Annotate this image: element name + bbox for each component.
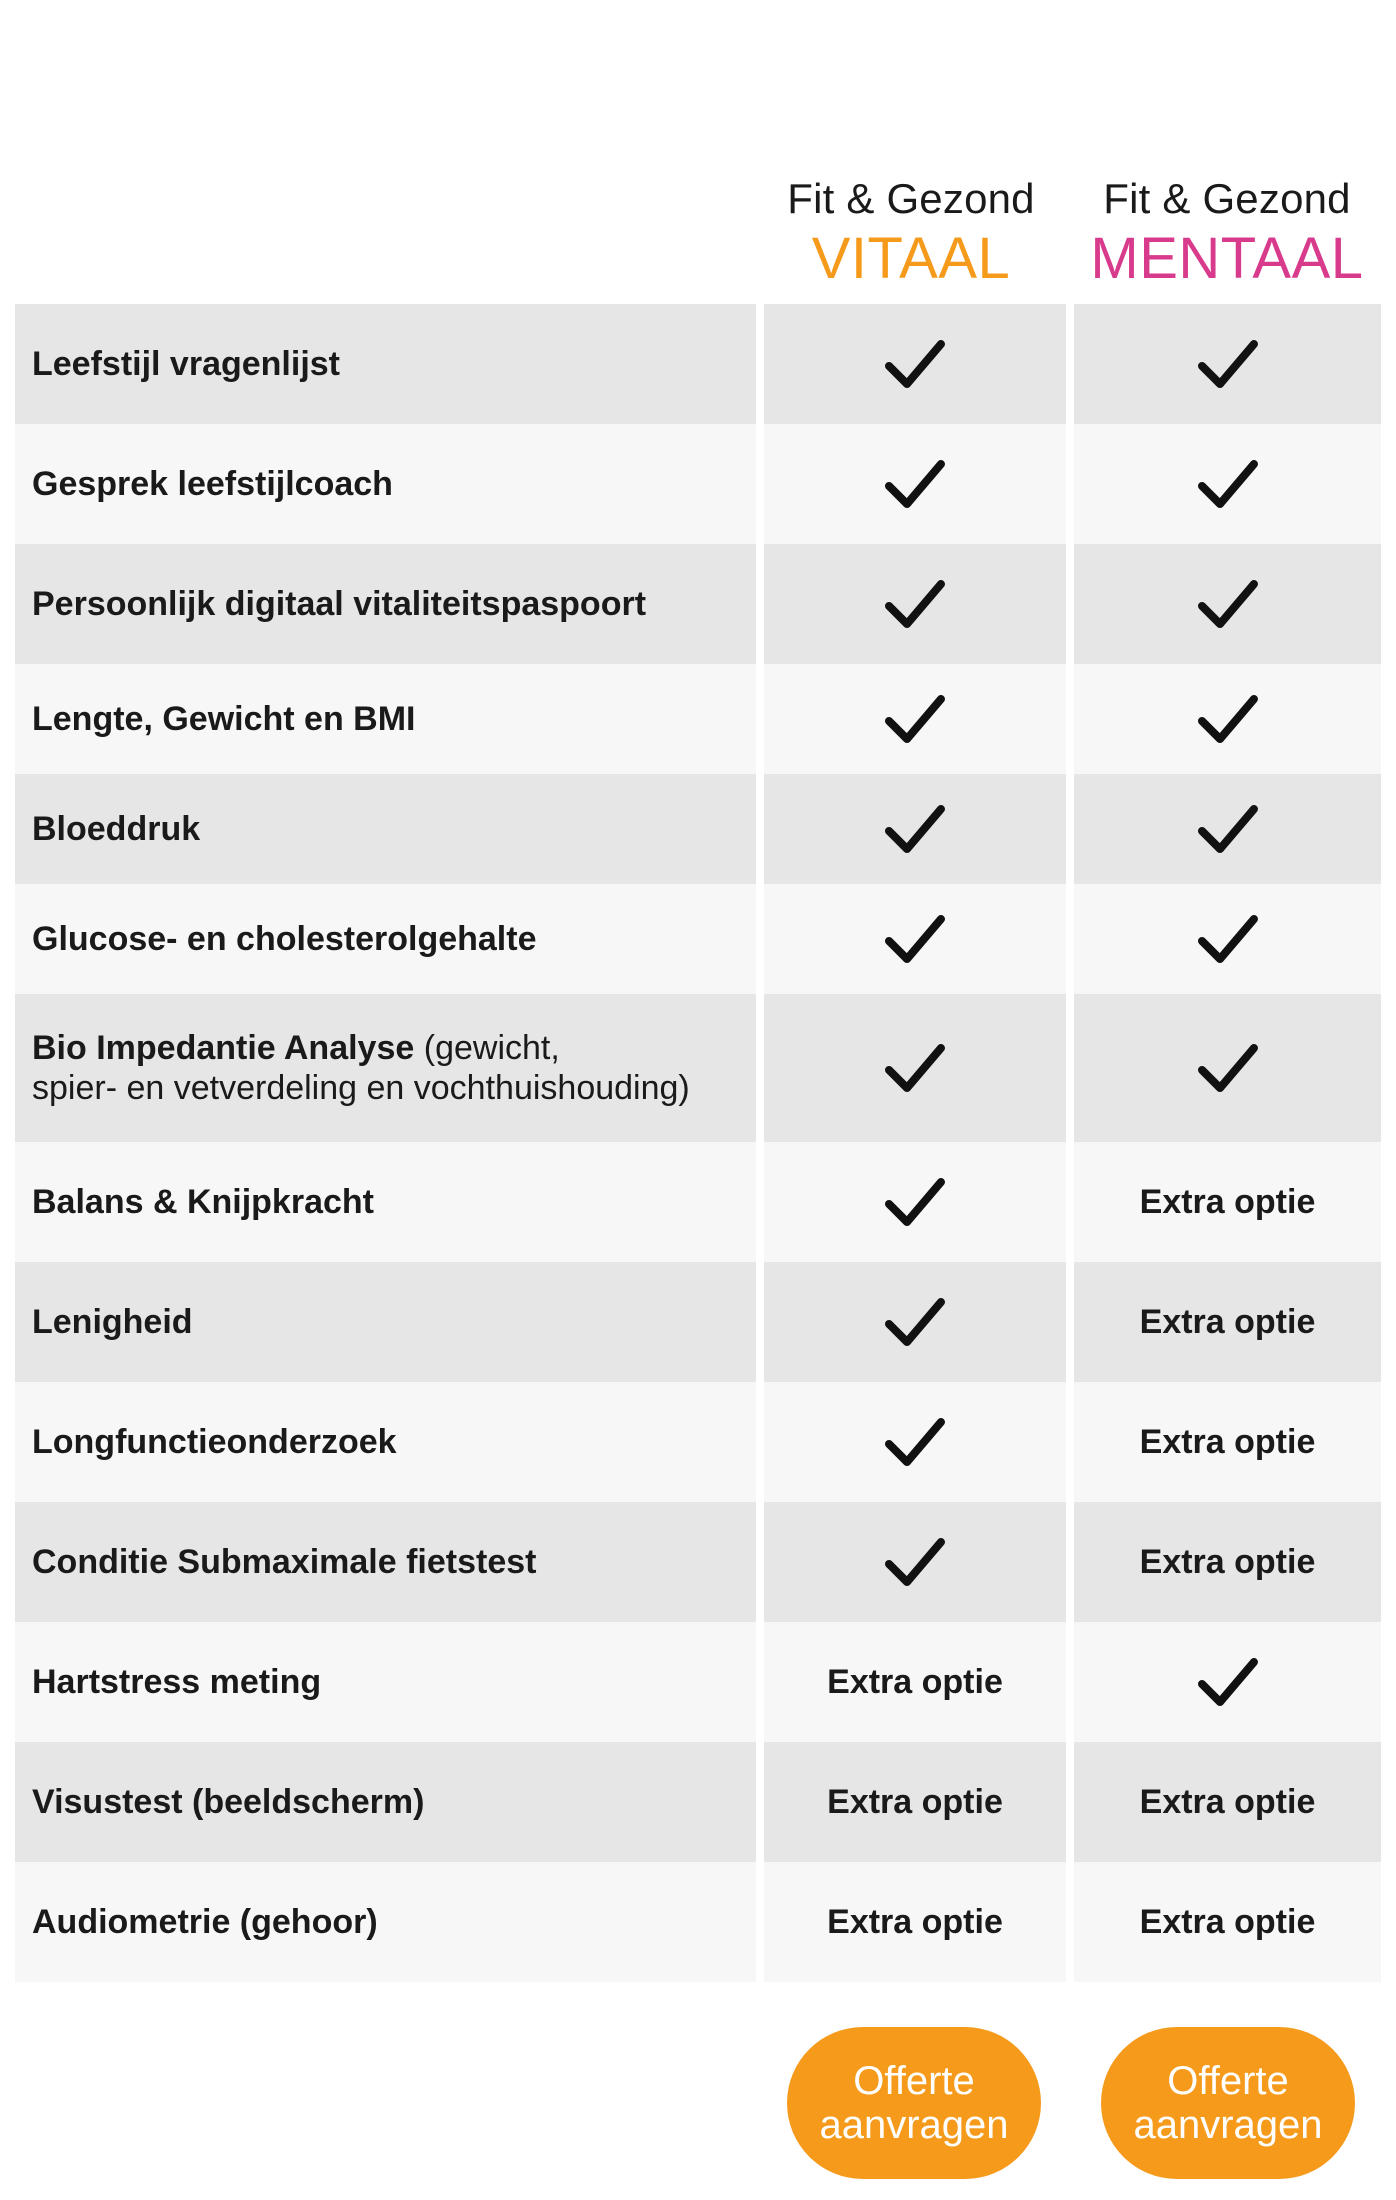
feature-label: Audiometrie (gehoor)	[15, 1862, 756, 1982]
checkmark-icon	[1196, 801, 1260, 857]
feature-label: Bloeddruk	[15, 774, 756, 884]
table-row	[15, 544, 1381, 664]
feature-label: Longfunctieonderzoek	[15, 1382, 756, 1502]
value-cell-mentaal	[1074, 664, 1381, 774]
table-row	[15, 424, 1381, 544]
value-cell-vitaal	[764, 884, 1066, 994]
extra-optie-label: Extra optie	[827, 1902, 1003, 1941]
table-row	[15, 994, 1381, 1142]
table-row	[15, 1382, 1381, 1502]
value-cell-vitaal	[764, 1622, 1066, 1742]
value-cell-mentaal	[1074, 1742, 1381, 1862]
table-row	[15, 1502, 1381, 1622]
cta-label: Offerte aanvragen	[1133, 2059, 1323, 2147]
value-cell-mentaal	[1074, 1862, 1381, 1982]
checkmark-icon	[1196, 1654, 1260, 1710]
value-cell-mentaal	[1074, 1142, 1381, 1262]
value-cell-mentaal	[1074, 424, 1381, 544]
value-cell-vitaal	[764, 304, 1066, 424]
table-row	[15, 1742, 1381, 1862]
checkmark-icon	[1196, 911, 1260, 967]
feature-label: Gesprek leefstijlcoach	[15, 424, 756, 544]
checkmark-icon	[1196, 576, 1260, 632]
value-cell-vitaal	[764, 994, 1066, 1142]
value-cell-vitaal	[764, 424, 1066, 544]
checkmark-icon	[883, 1414, 947, 1470]
feature-label: Balans & Knijpkracht	[15, 1142, 756, 1262]
table-row	[15, 664, 1381, 774]
checkmark-icon	[1196, 691, 1260, 747]
value-cell-mentaal	[1074, 1622, 1381, 1742]
value-cell-vitaal	[764, 664, 1066, 774]
feature-label: Lengte, Gewicht en BMI	[15, 664, 756, 774]
value-cell-vitaal	[764, 1502, 1066, 1622]
column-title-mentaal: MENTAAL	[1090, 226, 1364, 291]
value-cell-vitaal	[764, 774, 1066, 884]
checkmark-icon	[883, 576, 947, 632]
value-cell-vitaal	[764, 1742, 1066, 1862]
table-row	[15, 1862, 1381, 1982]
value-cell-mentaal	[1074, 1382, 1381, 1502]
cta-label: Offerte aanvragen	[819, 2059, 1009, 2147]
table-row	[15, 1262, 1381, 1382]
table-row	[15, 1142, 1381, 1262]
feature-label: Conditie Submaximale fietstest	[15, 1502, 756, 1622]
table-row	[15, 774, 1381, 884]
extra-optie-label: Extra optie	[1139, 1902, 1316, 1941]
extra-optie-label: Extra optie	[827, 1782, 1003, 1821]
checkmark-icon	[883, 801, 947, 857]
table-row	[15, 1622, 1381, 1742]
checkmark-icon	[883, 456, 947, 512]
value-cell-vitaal	[764, 1862, 1066, 1982]
column-header-vitaal	[757, 175, 1065, 291]
checkmark-icon	[883, 1534, 947, 1590]
extra-optie-label: Extra optie	[1139, 1302, 1316, 1341]
value-cell-vitaal	[764, 1142, 1066, 1262]
comparison-table	[15, 304, 1381, 1982]
checkmark-icon	[883, 911, 947, 967]
feature-label: Hartstress meting	[15, 1622, 756, 1742]
feature-label: Persoonlijk digitaal vitaliteitspaspoort	[15, 544, 756, 664]
value-cell-mentaal	[1074, 544, 1381, 664]
table-row	[15, 884, 1381, 994]
feature-label: Bio Impedantie Analyse (gewicht, spier- en vetverdeling en vochthuishouding)	[15, 994, 756, 1142]
checkmark-icon	[883, 1174, 947, 1230]
extra-optie-label: Extra optie	[1139, 1782, 1316, 1821]
offerte-aanvragen-mentaal-button[interactable]	[1101, 2027, 1355, 2179]
feature-label: Leefstijl vragenlijst	[15, 304, 756, 424]
checkmark-icon	[883, 691, 947, 747]
value-cell-vitaal	[764, 1382, 1066, 1502]
extra-optie-label: Extra optie	[1139, 1422, 1316, 1461]
column-header-mentaal	[1073, 175, 1381, 291]
checkmark-icon	[1196, 336, 1260, 392]
checkmark-icon	[883, 1040, 947, 1096]
column-subtitle: Fit & Gezond	[1103, 175, 1351, 222]
value-cell-vitaal	[764, 544, 1066, 664]
value-cell-mentaal	[1074, 774, 1381, 884]
extra-optie-label: Extra optie	[827, 1662, 1003, 1701]
value-cell-mentaal	[1074, 1502, 1381, 1622]
table-row	[15, 304, 1381, 424]
value-cell-vitaal	[764, 1262, 1066, 1382]
extra-optie-label: Extra optie	[1139, 1542, 1316, 1581]
checkmark-icon	[883, 1294, 947, 1350]
column-subtitle: Fit & Gezond	[787, 175, 1035, 222]
checkmark-icon	[883, 336, 947, 392]
value-cell-mentaal	[1074, 304, 1381, 424]
value-cell-mentaal	[1074, 884, 1381, 994]
offerte-aanvragen-vitaal-button[interactable]	[787, 2027, 1041, 2179]
checkmark-icon	[1196, 1040, 1260, 1096]
feature-label: Glucose- en cholesterolgehalte	[15, 884, 756, 994]
extra-optie-label: Extra optie	[1139, 1182, 1316, 1221]
column-title-vitaal: VITAAL	[811, 226, 1011, 291]
feature-label: Lenigheid	[15, 1262, 756, 1382]
value-cell-mentaal	[1074, 994, 1381, 1142]
value-cell-mentaal	[1074, 1262, 1381, 1382]
feature-label: Visustest (beeldscherm)	[15, 1742, 756, 1862]
checkmark-icon	[1196, 456, 1260, 512]
